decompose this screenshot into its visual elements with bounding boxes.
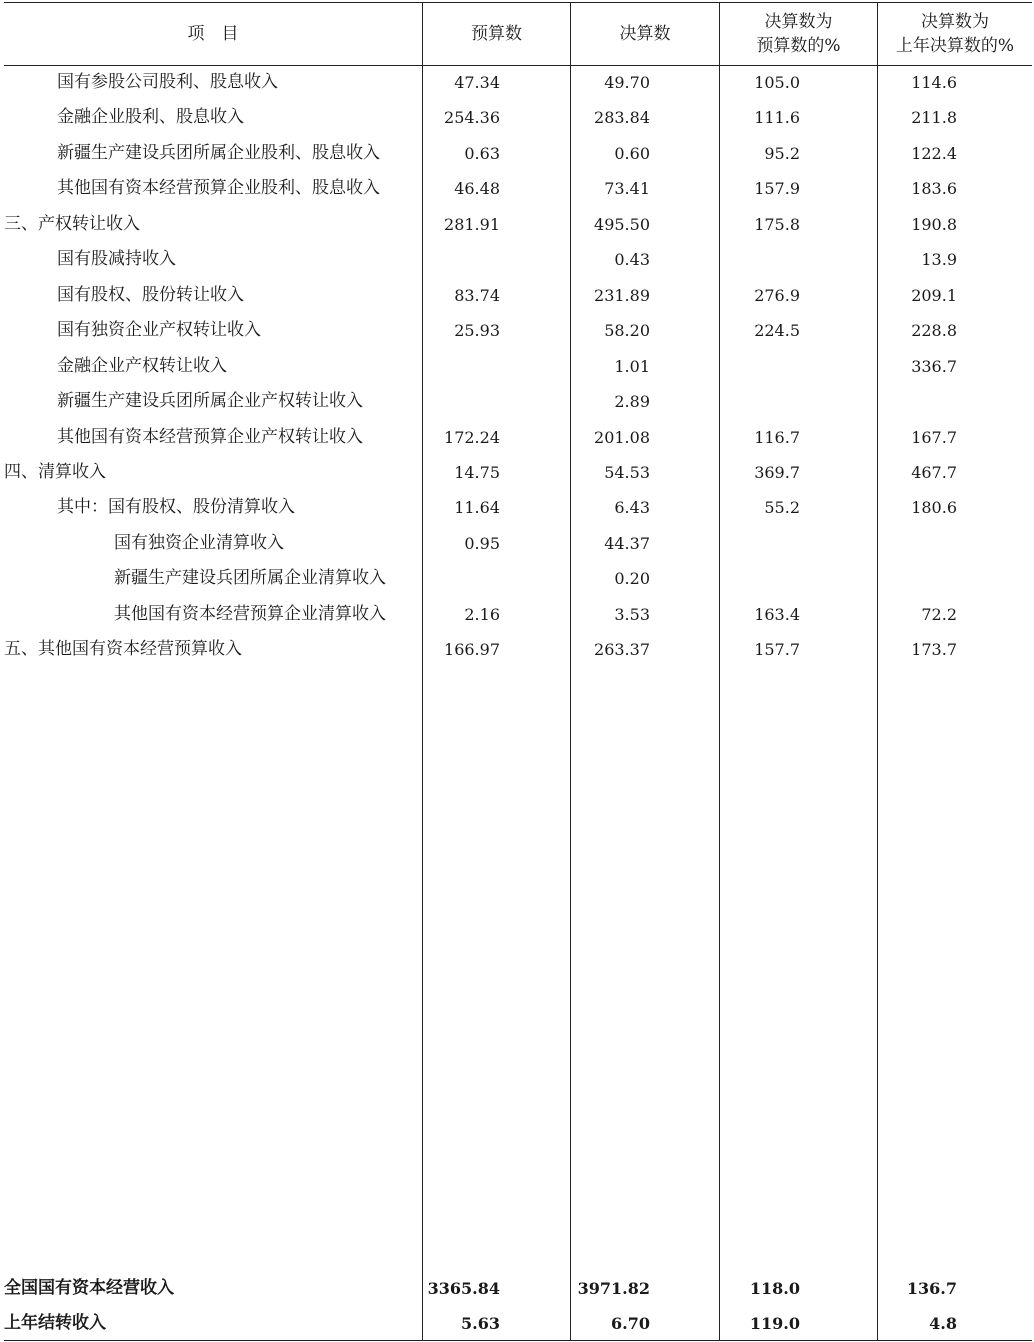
table-row-pct-budget [680, 242, 800, 277]
header-item-label: 项 目 [187, 23, 239, 44]
table-row-pct-budget: 95.2 [764, 144, 800, 163]
table-row-pct-budget [680, 526, 800, 561]
table-row-pct-budget: 224.5 [754, 321, 800, 340]
table-row-label: 其他国有资本经营预算企业清算收入 [114, 604, 386, 624]
table-row-pct-budget [680, 561, 800, 596]
table-row-budget [380, 561, 500, 596]
table-row-pct-prev: 183.6 [911, 179, 957, 198]
table-row-budget: 0.95 [464, 534, 500, 553]
table-row-budget: 83.74 [454, 286, 500, 305]
table-row-pct-budget: 157.9 [754, 179, 800, 198]
table-row-final: 263.37 [594, 640, 650, 659]
header-item [4, 2, 422, 65]
total-row-final: 3971.82 [577, 1279, 650, 1298]
table-row-budget: 46.48 [454, 179, 500, 198]
table-row-final: 495.50 [594, 215, 650, 234]
table-row-final: 73.41 [604, 179, 650, 198]
header-budget [423, 2, 570, 65]
table-row-pct-prev [837, 526, 957, 561]
header-pct-prev [878, 2, 1032, 65]
table-row-budget: 47.34 [454, 73, 500, 92]
table-row-final: 3.53 [614, 605, 650, 624]
total-row-budget: 3365.84 [427, 1279, 500, 1298]
table-row-final: 0.20 [614, 569, 650, 588]
table-row-pct-prev: 467.7 [911, 463, 957, 482]
table-row-final: 49.70 [604, 73, 650, 92]
header-pct-prev-line1: 决算数为 [921, 11, 989, 32]
table-row-budget: 14.75 [454, 463, 500, 482]
table-row-pct-prev: 190.8 [911, 215, 957, 234]
table-row-label: 新疆生产建设兵团所属企业清算收入 [114, 568, 386, 588]
table-row-label: 四、清算收入 [4, 462, 106, 482]
total-row-label: 上年结转收入 [4, 1313, 106, 1333]
table-row-label: 金融企业股利、股息收入 [57, 107, 244, 127]
table-row-label: 国有股减持收入 [57, 249, 176, 269]
header-pct-budget-line2: 预算数的% [756, 35, 841, 56]
table-row-pct-prev: 114.6 [911, 73, 957, 92]
table-row-final: 2.89 [614, 392, 650, 411]
table-row-budget: 172.24 [444, 428, 500, 447]
table-row-budget [380, 242, 500, 277]
total-row-pct-budget: 119.0 [749, 1314, 800, 1333]
table-row-pct-prev: 228.8 [911, 321, 957, 340]
table-row-label: 国有独资企业产权转让收入 [57, 320, 261, 340]
table-row-budget: 281.91 [444, 215, 500, 234]
table-row-pct-budget: 116.7 [754, 428, 800, 447]
table-row-pct-budget: 175.8 [754, 215, 800, 234]
total-row-final: 6.70 [611, 1314, 650, 1333]
table-row-pct-budget: 163.4 [754, 605, 800, 624]
table-row-pct-prev: 13.9 [921, 250, 957, 269]
table-row-final: 58.20 [604, 321, 650, 340]
table-row-final: 44.37 [604, 534, 650, 553]
table-row-label: 新疆生产建设兵团所属企业产权转让收入 [57, 391, 363, 411]
table-row-pct-prev [837, 561, 957, 596]
table-row-pct-prev: 167.7 [911, 428, 957, 447]
header-pct-budget-line1: 决算数为 [764, 11, 833, 32]
total-row-budget: 5.63 [461, 1314, 500, 1333]
table-row-label: 其他国有资本经营预算企业产权转让收入 [57, 427, 363, 447]
table-row-pct-budget: 369.7 [754, 463, 800, 482]
table-row-pct-prev: 72.2 [921, 605, 957, 624]
table-row-label: 三、产权转让收入 [4, 214, 140, 234]
total-row-pct-prev: 4.8 [929, 1314, 957, 1333]
table-row-pct-prev: 122.4 [911, 144, 957, 163]
table-row-pct-budget: 157.7 [754, 640, 800, 659]
header-pct-budget [720, 2, 877, 65]
table-row-pct-prev: 211.8 [911, 108, 957, 127]
table-row-pct-prev [837, 384, 957, 419]
table-row-final: 231.89 [594, 286, 650, 305]
table-row-final: 0.60 [614, 144, 650, 163]
table-row-budget: 2.16 [464, 605, 500, 624]
table-row-pct-budget: 111.6 [754, 108, 800, 127]
table-row-label: 其中：国有股权、股份清算收入 [57, 497, 295, 517]
table-row-budget: 11.64 [454, 498, 500, 517]
table-row-pct-prev: 209.1 [911, 286, 957, 305]
total-row-label: 全国国有资本经营收入 [4, 1278, 174, 1298]
table-row-label: 五、其他国有资本经营预算收入 [4, 639, 242, 659]
table-row-pct-budget: 55.2 [764, 498, 800, 517]
table-row-label: 国有参股公司股利、股息收入 [57, 72, 278, 92]
total-row-pct-budget: 118.0 [749, 1279, 800, 1298]
table-row-budget: 254.36 [444, 108, 500, 127]
table-row-pct-prev: 336.7 [911, 357, 957, 376]
table-row-pct-budget: 276.9 [754, 286, 800, 305]
table-row-final: 6.43 [614, 498, 650, 517]
table-row-budget [380, 384, 500, 419]
table-row-label: 国有股权、股份转让收入 [57, 285, 244, 305]
header-pct-prev-line2: 上年决算数的% [895, 35, 1015, 56]
table-row-label: 其他国有资本经营预算企业股利、股息收入 [57, 178, 380, 198]
header-final-label: 决算数 [619, 23, 671, 44]
table-row-budget: 0.63 [464, 144, 500, 163]
header-final [571, 2, 719, 65]
table-row-pct-budget: 105.0 [754, 73, 800, 92]
table-row-final: 201.08 [594, 428, 650, 447]
table-row-pct-prev: 180.6 [911, 498, 957, 517]
table-row-budget: 25.93 [454, 321, 500, 340]
table-row-pct-budget [680, 384, 800, 419]
table-row-label: 新疆生产建设兵团所属企业股利、股息收入 [57, 143, 380, 163]
table-row-final: 54.53 [604, 463, 650, 482]
table-row-budget [380, 349, 500, 384]
table-row-pct-prev: 173.7 [911, 640, 957, 659]
table-row-budget: 166.97 [444, 640, 500, 659]
table-row-label: 国有独资企业清算收入 [114, 533, 284, 553]
table-row-pct-budget [680, 349, 800, 384]
table-row-final: 1.01 [614, 357, 650, 376]
header-budget-label: 预算数 [471, 23, 522, 44]
table-row-final: 283.84 [594, 108, 650, 127]
total-row-pct-prev: 136.7 [906, 1279, 957, 1298]
table-row-label: 金融企业产权转让收入 [57, 356, 227, 376]
table-row-final: 0.43 [614, 250, 650, 269]
